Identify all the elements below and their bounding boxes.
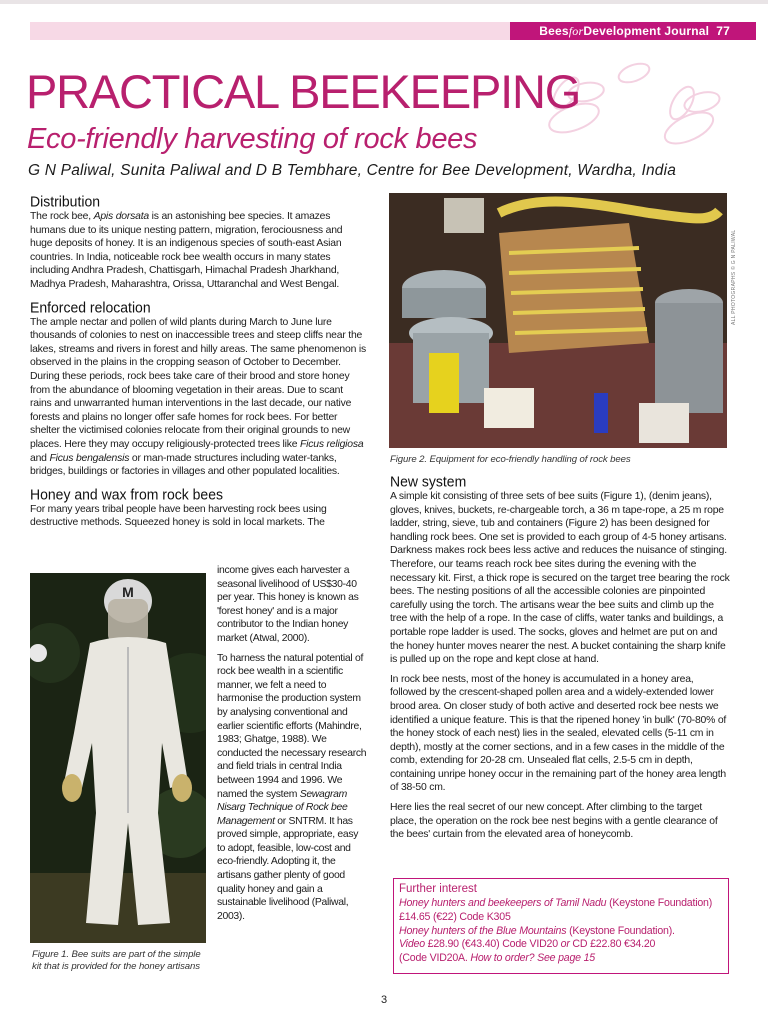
further-interest-item-2-price: Video £28.90 (€43.40) Code VID20 or CD £22.80 €34.20 [399,938,656,951]
paragraph-honey: For many years tribal people have been harvesting rock bees using destructive methods. Squeezed honey is sold in local markets. The [30,503,327,529]
further-interest-item-1: Honey hunters and beekeepers of Tamil Nadu (Keystone Foundation) [399,897,713,909]
further-interest-item-1-price: £14.65 (€22) Code K305 [399,910,511,923]
paragraph-sntrm: To harness the natural potential of rock bee wealth in a scientific manner, we felt a need to harmonise the production system by analysing conventional and earlier scientific efforts (Mahindre, 1983; Ghatge, 1988). We conducted the necessary research and field trials in central India between 1994 and 1996. We named the system Sewagram Nisarg Technique of Rock bee Management or SNTRM. It has proved simple, appropriate, easy to adopt, feasible, low-cost and eco-friendly. Adopting it, the artisans gather plenty of good quality honey and gain a sustainable livelihood (Paliwal, 2003). [217,652,367,922]
article-subtitle: Eco-friendly harvesting of rock bees [27,123,478,155]
heading-distribution: Distribution [30,192,101,210]
right-column [390,472,730,848]
further-interest-title: Further interest [399,883,477,895]
page-number: 3 [380,994,388,1006]
paragraph-kit: A simple kit consisting of three sets of bee suits (Figure 1), (denim jeans), gloves, knives, buckets, re-chargeable torch, a 36 m tape-rope, a 25 m rope ladder, string, sieve, tub and containers (Figure 2) has been designed for handling rock bees. One set is provided to each group of 4-5 honey artisans. Darkness makes rock bees less active and reduces the nuisance of stinging. Therefore, our teams reach rock bee sites during the evening with the necessary kit. First, a thick rope is secured on the target tree bearing the rock bees. The nesting positions of all the accessible colonies are pinpointed carefully using the torch. The artisans wear the bee suits and climb up the tree with the help of a rope. In the case of cliffs, water tanks and buildings, a portable rope ladder is used. The socks, gloves and helmet are put on and the honey hunter moves nearer the nest. A bucket containing the sharp knife is pulled up on the rope and kept close at hand. [390,491,730,666]
narrow-column [217,564,367,929]
figure1-bee-suit-photo [30,573,206,943]
left-column [30,192,366,536]
how-to-order-link[interactable]: How to order? See page 15 [470,952,595,965]
paragraph-secret: Here lies the real secret of our new concept. After climbing to the target place, the operation on the rock bee nest begins with a gentle clearance of the bees' curtain from the elevated area of honeycomb. [390,802,718,841]
paragraph-nests: In rock bee nests, most of the honey is accumulated in a honey area, followed by the crescent-shaped pollen area and a widely-extended lower brood area. On closer study of both active and deserted rock bee nests we identified a unique feature. This is that the ripened honey 'in bulk' (70-80% of the honey stock of each nest) lies in the sealed, elevated cells (5-11 cm in depth), mostly at the corner sections, and in a few cases in the middle of the comb, extending for 20-28 cm. Unsealed flat cells, 2.5-5 cm in depth, containing unripe honey occur in the remaining part of the honey area length of 38-50 cm. [390,673,727,794]
paragraph-distribution: The rock bee, Apis dorsata is an astonishing bee species. It amazes humans due to its unique nesting pattern, migration, ferociousness and huge deposits of honey. It is an indigenous species of south-east Asian countries. In India, noticeable rock bee wealth occurs in many states including Andhra Pradesh, Chattisgarh, Himachal Pradesh Jharkhand, Madhya Pradesh, Maharashtra, Orissa, Uttaranchal and West Bengal. [30,211,343,290]
further-interest-item-2: Honey hunters of the Blue Mountains (Keystone Foundation). [399,924,675,937]
heading-honey-wax: Honey and wax from rock bees [30,485,223,503]
header-band [30,22,510,40]
heading-enforced-relocation: Enforced relocation [30,297,151,316]
further-interest-box [393,878,729,974]
figure2-equipment-photo [389,193,727,448]
svg-text:M: M [122,584,134,600]
paragraph-income: income gives each harvester a seasonal livelihood of US$30-40 per year. This honey is known as 'forest honey' and is a major contributor to the Indian honey market (Atwal, 2000). [217,565,359,644]
article-authors: G N Paliwal, Sunita Paliwal and D B Tembhare, Centre for Bee Development, Wardha, India [28,162,677,179]
figure2-caption: Figure 2. Equipment for eco-friendly handling of rock bees [390,454,631,465]
photo-credit: ALL PHOTOGRAPHS © G N PALIWAL [731,229,737,325]
page-title: PRACTICAL BEEKEEPING [26,65,581,118]
figure1-caption: Figure 1. Bee suits are part of the simple kit that is provided for the honey artisans [32,949,201,972]
paragraph-relocation: The ample nectar and pollen of wild plants during March to June lure thousands of colonies to nest on inaccessible trees and steep cliffs near the lakes, streams and rivers in forest and hilly areas. The same phenomenon is observed in the plains in the cropping season of October to December. During these periods, rock bees take care of their brood and store honey from the abundance of blooming vegetation in their areas. Due to scant rains and unwarranted human interventions in the last decade, our native forests and plains no longer offer safe homes for rock bees. For better shelter the victimised colonies relocate from their original grounds to new places. Here they may occupy religiously-protected trees like Ficus religiosa and Ficus bengalensis or man-made structures including water-tanks, bridges, buildings or factories in villages and other populated localities. [30,316,366,478]
heading-new-system: New system [390,472,467,490]
page-top-rule [0,0,768,4]
further-interest-item-2-code: (Code VID20A. How to order? See page 15 [399,952,595,965]
journal-header: BeesforDevelopment Journal 77 [510,22,756,40]
